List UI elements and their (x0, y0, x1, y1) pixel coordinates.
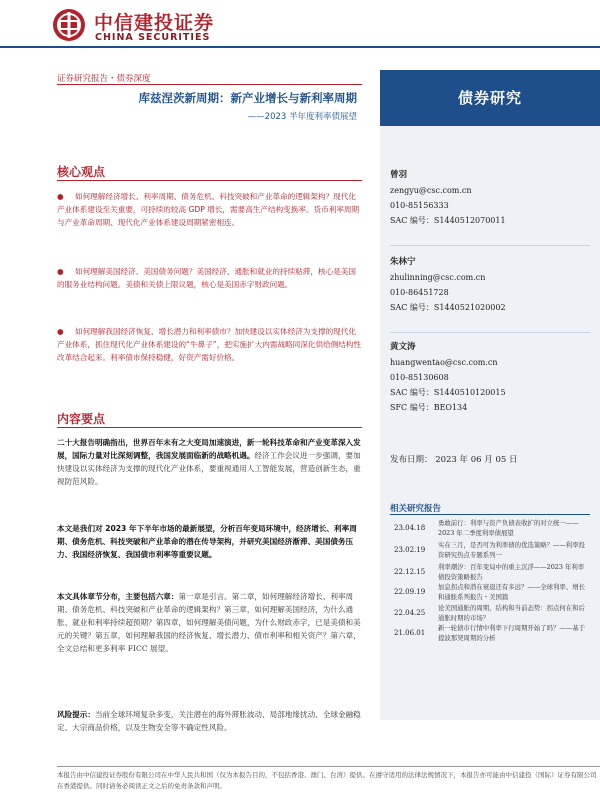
bullet-dot-icon: ● (57, 327, 64, 336)
author-phone: 010-85130608 (390, 373, 449, 382)
author-phone: 010-85156333 (390, 201, 449, 210)
author-sac: SAC 编号：S1440521020002 (390, 303, 506, 312)
report-subtitle: ——2023 半年度利率债展望 (247, 112, 357, 122)
footer-divider (57, 766, 600, 767)
author-email: huangwentao@csc.com.cn (390, 358, 498, 367)
header-divider (0, 46, 600, 48)
bullet-dot-icon: ● (57, 267, 64, 276)
author-phone: 010-86451728 (390, 288, 449, 297)
related-report-item[interactable]: 23.02.19 实在三月，是否可为利率债的优选策略？——利率投资研究热点专题系列一 (394, 541, 585, 559)
report-title: 库兹涅茨新周期：新产业增长与新利率周期 (138, 91, 357, 105)
author-email: zengyu@csc.com.cn (390, 186, 472, 195)
author-2: 朱林宁 zhulinning@csc.com.cn 010-86451728 SAC 编号：S1440521020002 (390, 255, 590, 315)
key-points-heading: 内容要点 (57, 412, 106, 426)
brand-name-en: CHINA SECURITIES (95, 32, 211, 43)
key-points-paragraph-1: 二十大报告明确指出，世界百年未有之大变局加速演进，新一轮科技革命和产业变革深入发展，国际力量对比深刻调整，我国发展面临新的战略机遇。经济工作会议进一步强调，要加快建设以实体经济为支撑的现代化产业体系，要重视通用人工智能发展，营造创新生态，重视防范风险。 (57, 438, 361, 487)
page-header (0, 0, 600, 46)
key-points-paragraph-2: 本文是我们对 2023 年下半年市场的最新展望，分析百年变局环境中，经济增长、利率周期、债务危机、科技突破和产业革命的潜在传导架构，并研究美国经济渐滞、美国债务压力、我国经济恢复、我国债市利率等重要议题。 (57, 524, 357, 560)
author-sfc: SFC 编号：BEO134 (390, 403, 468, 412)
report-type: 证券研究报告・债券深度 (57, 74, 151, 84)
disclaimer-footer: 本报告由中信建投证券股份有限公司在中华人民共和国（仅为本报告目的，不包括香港、澳门、台湾）提供。在遵守适用的法律法规情况下，本报告亦可能由中信建投（国际）证券有限公司在香港提供。同时请务必阅读正文之后的免责条款和声明。 (57, 771, 597, 790)
key-points-paragraph-3: 本文具体章节分布，主要包括六章：第一章是引言。第二章，如何理解经济增长、利率周期、债务危机、科技突破和产业革命的逻辑架构？第三章，如何理解美国经济，为什么通胀、就业和利率持续超预期？第四章，如何理解美债问题，为什么财政赤字，已是美债和美元的关键？第五章，如何理解我国的经济恢复、增长潜力、债市利率和相关资产？第六章，全文总结和更多利率 FICC 展望。 (57, 592, 361, 654)
core-view-bullet-2: ● 如何理解美国经济、美国债务问题？美国经济、通胀和就业的持续粘滞，核心是美国的服务业结构问题。美债和关债上限议题，核心是美国赤字财政问题。 (57, 267, 356, 290)
core-views-divider (57, 180, 362, 181)
author-3: 黄文涛 huangwentao@csc.com.cn 010-85130608 SAC 编号：S1440510120015 SFC 编号：BEO134 (390, 340, 590, 415)
related-report-item[interactable]: 22.09.19 加息拐点和潜在衰退还有多远？——全球利率、增长和通胀系列报告・美国篇 (394, 583, 585, 601)
category-banner: 债券研究 (380, 70, 600, 126)
bullet-dot-icon: ● (57, 192, 64, 201)
author-divider (390, 332, 590, 333)
title-divider-top (57, 84, 362, 85)
author-sac: SAC 编号：S1440510120015 (390, 388, 506, 397)
related-reports-heading: 相关研究报告 (390, 504, 442, 514)
related-report-item[interactable]: 22.04.25 论美国通胀的周期、结构和当前态势：拐点何在和后通胀时期的市场？ (394, 604, 585, 622)
author-email: zhulinning@csc.com.cn (390, 273, 486, 282)
author-divider (390, 245, 590, 246)
related-reports-divider (390, 514, 590, 515)
risk-warning: 风险提示：当前全球环境复杂多变，关注潜在的海外滞胀波动、局部地缘扰动、全球金融稳定、大宗商品价格，以及生物安全等不确定性风险。 (57, 710, 361, 733)
brand-name-cn: 中信建投证券 (94, 12, 215, 34)
key-points-divider (57, 427, 362, 428)
related-report-item[interactable]: 22.12.15 利率潮汐：百年变局中的重主沉浮——2023 年利率债投资策略报告 (394, 563, 585, 581)
author-1: 曾羽 zengyu@csc.com.cn 010-85156333 SAC 编号：S1440512070011 (390, 168, 590, 228)
author-sac: SAC 编号：S1440512070011 (390, 216, 506, 225)
core-view-bullet-3: ● 如何理解我国经济恢复、增长潜力和利率债市？加快建设以实体经济为支撑的现代化产业体系，抓住现代化产业体系建设的“牛鼻子”，把实施扩大内需战略同深化供给侧结构性改革结合起来。利率债市保持稳健，好资产需好价格。 (57, 327, 362, 363)
core-view-bullet-1: ● 如何理解经济增长、利率周期、债务危机、科技突破和产业革命的逻辑架构？现代化产业体系建设至关重要，可持续的较高 GDP 增长，需要高生产结构变换率。货币利率周期与产业革命周期、现代化产业体系建设周期紧密相连。 (57, 192, 360, 228)
publish-date: 发布日期： 2023 年 06 月 05 日 (390, 455, 518, 465)
core-views-heading: 核心观点 (57, 165, 106, 179)
related-report-item[interactable]: 21.06.01 新一轮债市行情中利率下行周期开始了吗？——基于提波那契周期的分析 (394, 624, 585, 642)
related-report-item[interactable]: 23.04.18 勇敢前行：利率与资产负债表收扩的对立统一——2023 年二季度利率债展望 (394, 519, 579, 537)
company-logo-icon (52, 8, 86, 42)
